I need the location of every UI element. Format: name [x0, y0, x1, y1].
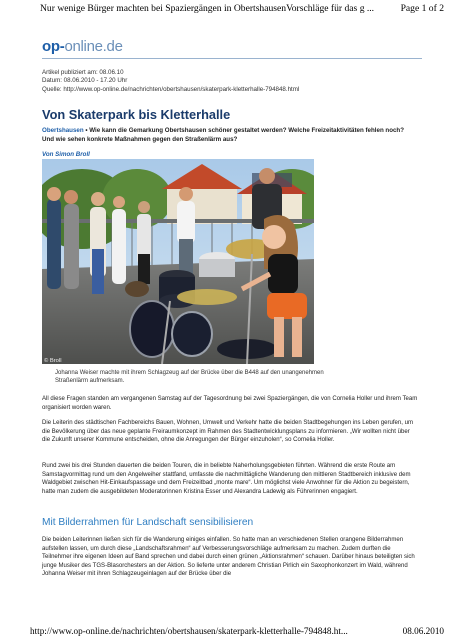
print-footer-date: 08.06.2010 — [402, 626, 444, 636]
article-lead — [42, 127, 417, 144]
print-header — [0, 0, 452, 18]
article-meta — [42, 69, 299, 94]
logo-divider — [42, 58, 422, 59]
article-headline: Von Skaterpark bis Kletterhalle — [42, 107, 231, 122]
logo-domain: online.de — [64, 38, 123, 55]
article-datetime: Datum: 08.06.2010 - 17.20 Uhr — [42, 77, 128, 85]
article-photo — [42, 159, 314, 364]
lead-text: • Wie kann die Gemarkung Obertshausen schöner gestaltet werden? Welche Freizeitaktivitäten fehlen noch? Und wie sehen konkrete Maßnahmen gegen den Straßenlärm aus? — [42, 127, 404, 143]
print-header-title: Nur wenige Bürger machten bei Spaziergängen in ObertshausenVorschläge für das g ... — [40, 3, 375, 14]
photo-credit: © Broll — [44, 358, 62, 364]
paragraph-2: Die Leiterin des städtischen Fachbereichs Bauen, Wohnen, Umwelt und Verkehr hatte die beiden Stadtbegehungen ins Leben gerufen, um die Bevölkerung über das neue geplante Freiraumkonzept im Rahmen des Stadtentwicklungsplans zu informieren. „Wir wollten nicht über die Zukunft unserer Kommune entscheiden, ohne die Anregungen der Bürger einzuholen“, so Cornelia Holler. — [42, 420, 414, 444]
print-header-page-number: Page 1 of 2 — [400, 3, 444, 14]
photo-drummer-on-bridge — [42, 159, 314, 364]
article-author: Von Simon Broll — [42, 151, 90, 158]
logo-op: op — [42, 38, 60, 55]
print-footer — [0, 626, 452, 640]
published-date: Artikel publiziert am: 08.06.10 — [42, 69, 124, 76]
photo-caption: Johanna Weiser machte mit ihrem Schlagzeug auf der Brücke über die B448 auf den unangenehmen Straßenlärm aufmerksam. — [55, 370, 324, 385]
paragraph-4: Die beiden Leiterinnen ließen sich für die Wanderung einiges einfallen. So hatte man an verschiedenen Stellen orangene Bilderrahmen aufstellen lassen, um durch diese „Landschaftsrahmen“ auf Verbesserungsvorschläge aufmerksam zu machen. Zudem durften die Teilnehmer ihre eigenen Ideen auf Band sprechen und dabei durch einen grünen „Aktionsrahmen“ schauen. Darüber hinaus beteiligten sich junge Musiker des TGS-Blasorchesters an der Aktion. So lieferte unter anderem Christian Pirlich ein Saxophonkonzert im Wald, während Johanna Weiser mit ihren Schlagzeugeinlagen auf der Brücke über die — [42, 537, 415, 578]
paragraph-3: Rund zwei bis drei Stunden dauerten die beiden Touren, die in beliebte Naherholungsgebieten führten. Während die erste Route am Samstagvormittag rund um den Angelweiher stattfand, umfasste die nachmittägliche Wanderung den mittleren Stadtbereich inklusive dem Waldgebiet zwischen Hit-Einkaufspassage und dem Freizeitbad „monte mare“. Um möglichst viele Anwohner für die Aktion zu begeistern, hatte man zudem die ausgebildeten Moderatorinnen Kristina Esser und Alexandra Ladewig als Führerinnen engagiert. — [42, 463, 411, 495]
logo-dash: - — [59, 38, 65, 55]
lead-location: Obertshausen — [42, 127, 84, 134]
source-url[interactable]: Quelle: http://www.op-online.de/nachrichten/obertshausen/skaterpark-kletterhalle-794848.html — [42, 85, 300, 93]
site-logo[interactable] — [42, 38, 123, 55]
paragraph-1: All diese Fragen standen am vergangenen Samstag auf der Tagesordnung bei zwei Spaziergängen, die von Cornelia Holler und ihrem Team organisiert worden waren. — [42, 396, 418, 411]
article-subheading: Mit Bilderrahmen für Landschaft sensibilisieren — [42, 517, 254, 528]
print-footer-url: http://www.op-online.de/nachrichten/obertshausen/skaterpark-kletterhalle-794848.ht... — [30, 626, 348, 636]
